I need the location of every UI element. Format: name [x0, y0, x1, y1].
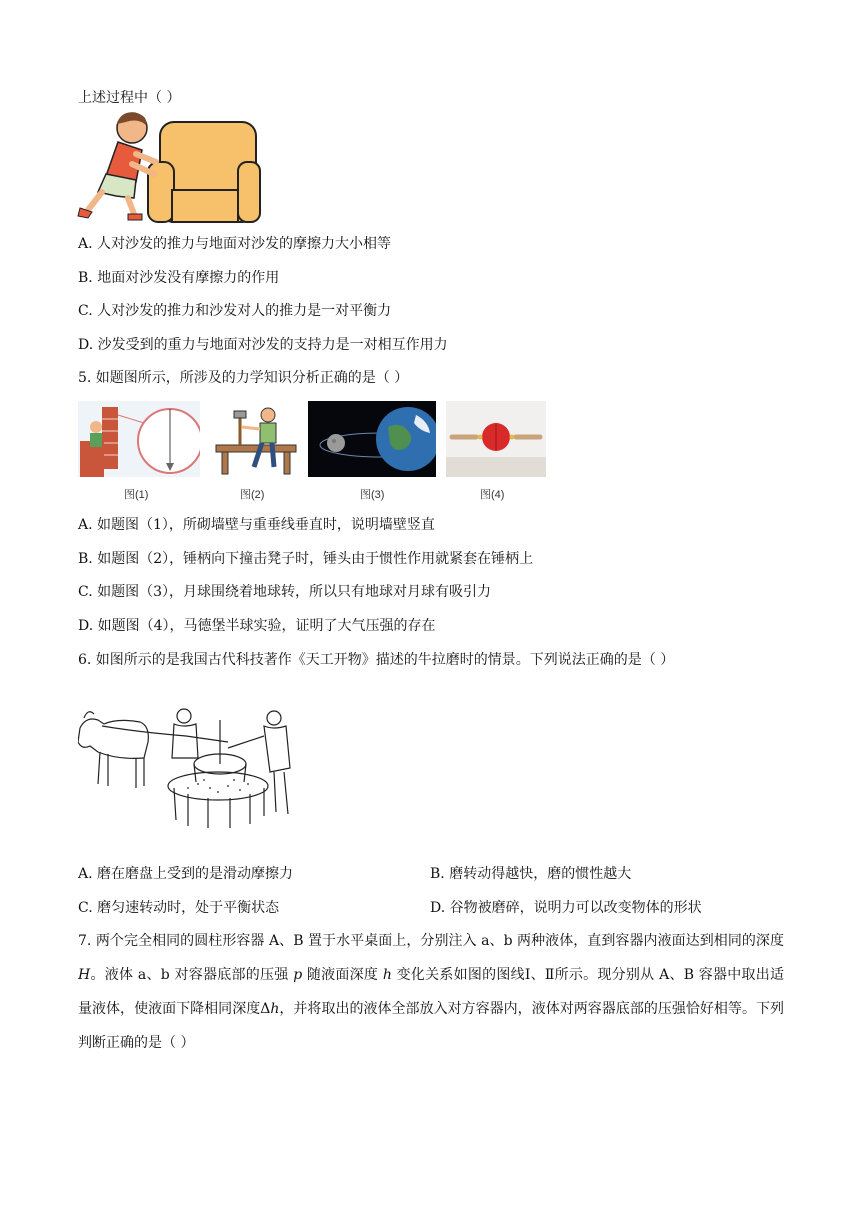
q6-option-c: C. 磨匀速转动时，处于平衡状态 — [78, 900, 280, 916]
q6-stem: 6. 如图所示的是我国古代科技著作《天工开物》描述的牛拉磨时的情景。下列说法正确的是（ ） — [78, 652, 675, 668]
q4-option-a: A. 人对沙发的推力与地面对沙发的摩擦力大小相等 — [78, 236, 392, 252]
q7-text-3: 随液面深度 — [302, 967, 383, 983]
q5-option-d: D. 如题图（4），马德堡半球实验，证明了大气压强的存在 — [78, 618, 436, 634]
figure-1-caption: 图(1) — [124, 489, 149, 501]
q7-var-p: p — [293, 967, 303, 983]
q6-option-d: D. 谷物被磨碎，说明力可以改变物体的形状 — [430, 900, 702, 916]
q4-option-c: C. 人对沙发的推力和沙发对人的推力是一对平衡力 — [78, 303, 392, 319]
q5-option-b: B. 如题图（2），锤柄向下撞击凳子时，锤头由于惯性作用就紧套在锤柄上 — [78, 551, 534, 567]
intro-line: 上述过程中（ ） — [78, 90, 181, 106]
figure-2-caption: 图(2) — [240, 489, 265, 501]
q7-var-H: H — [78, 967, 91, 983]
figure-4-magdeburg-hemispheres — [446, 401, 546, 477]
figure-1-plumb-line — [78, 401, 200, 477]
q6-option-a: A. 磨在磨盘上受到的是滑动摩擦力 — [78, 866, 294, 882]
q5-option-a: A. 如题图（1），所砌墙壁与重垂线垂直时，说明墙壁竖直 — [78, 517, 435, 533]
q5-stem: 5. 如题图所示，所涉及的力学知识分析正确的是（ ） — [78, 370, 409, 386]
figure-3-moon-earth — [308, 401, 436, 477]
q4-option-d: D. 沙发受到的重力与地面对沙发的支持力是一对相互作用力 — [78, 337, 448, 353]
q4-option-b: B. 地面对沙发没有摩擦力的作用 — [78, 270, 280, 286]
q7-paragraph — [78, 924, 784, 1060]
ox-millstone-figure — [78, 702, 310, 830]
figure-4-caption: 图(4) — [480, 489, 505, 501]
q7-text-1: 7. 两个完全相同的圆柱形容器 A、B 置于水平桌面上，分别注入 a、b 两种液体，直到容器内液面达到相同的深度 — [78, 933, 784, 949]
q6-option-b: B. 磨转动得越快，磨的惯性越大 — [430, 866, 632, 882]
person-pushing-sofa-figure — [76, 110, 262, 226]
q7-text-4: 变化关系如图的图线Ⅰ、Ⅱ所示。现分别从 A、B 容器中取出适量液体，使液面下降相同深度Δ — [78, 967, 784, 1017]
q7-var-h: h — [382, 967, 392, 983]
q5-option-c: C. 如题图（3），月球围绕着地球转，所以只有地球对月球有吸引力 — [78, 584, 492, 600]
q7-text-2: 。液体 a、b 对容器底部的压强 — [90, 967, 294, 983]
q7-text-5: ，并将取出的液体全部放入对方容器内，液体对两容器底部的压强恰好相等。下列判断正确的是（ ） — [78, 1001, 784, 1051]
figure-3-caption: 图(3) — [360, 489, 385, 501]
figure-2-hammer-bench — [212, 401, 300, 477]
q7-var-h2: h — [270, 1001, 280, 1017]
